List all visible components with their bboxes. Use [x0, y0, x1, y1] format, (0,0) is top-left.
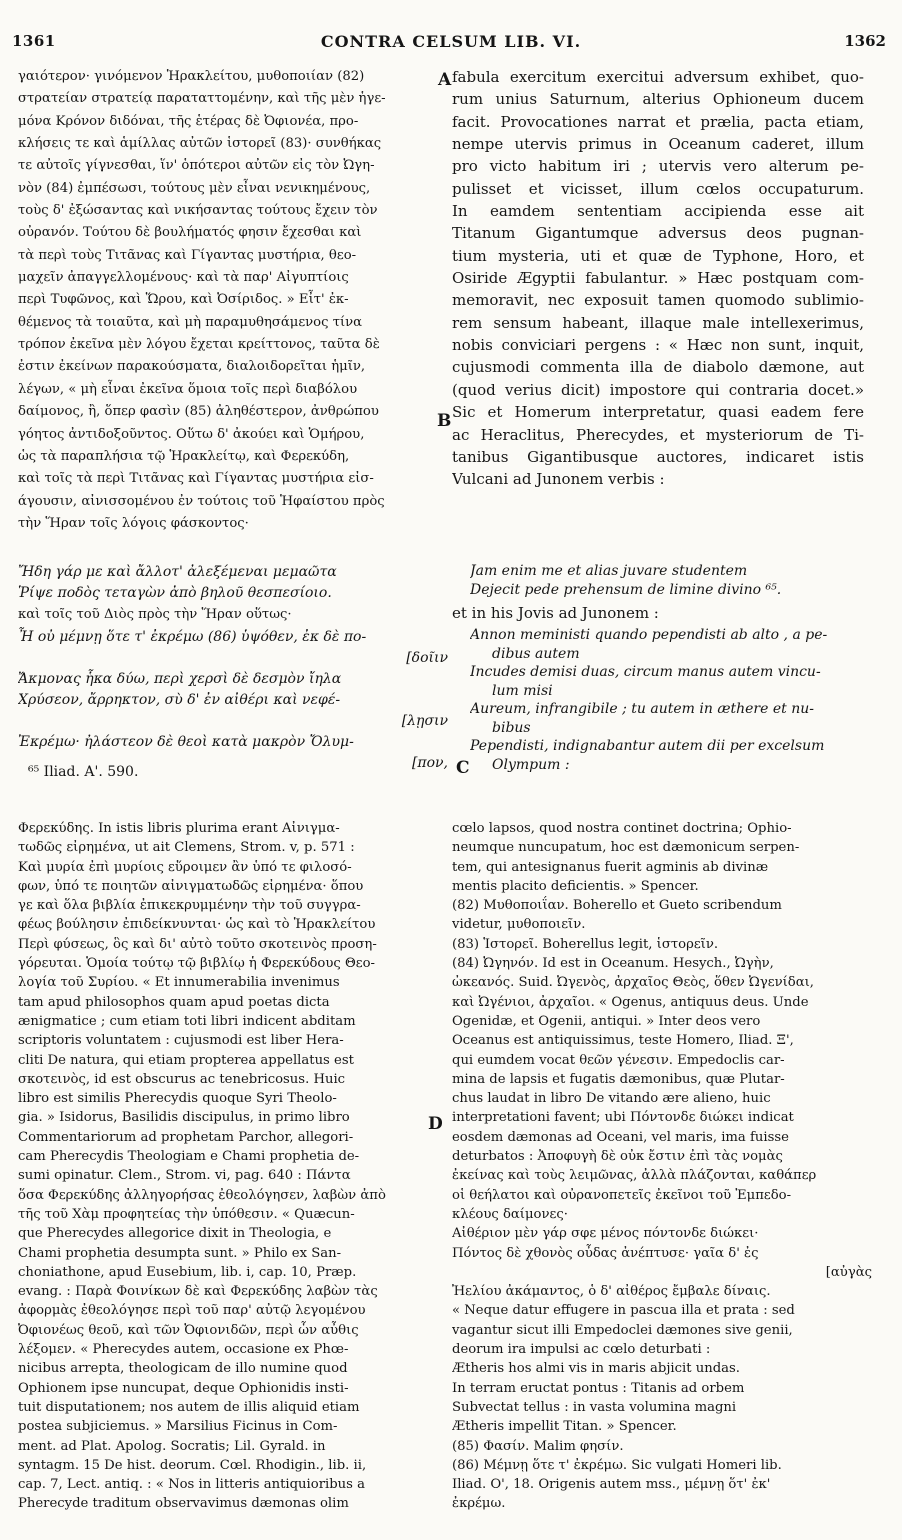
latin-verse-line: Pependisti, indignabantur autem dii per excelsum	[470, 738, 825, 754]
latin-verse-line: Aureum, infrangibile ; tu autem in æthere et nu-	[470, 701, 814, 717]
note-line: libro est similis Pherecydis quoque Syri Theolo-	[18, 1091, 337, 1107]
page-number-right: 1362	[844, 32, 886, 50]
note-line: Ætheris hos almi vis in maris abjicit undas.	[452, 1361, 741, 1377]
running-header	[10, 32, 892, 56]
latin-verse-block-2	[470, 626, 890, 774]
note-line: ὠκεανός. Suid. Ὠγενὸς, ἀρχαῖος Θεὸς, ὅθεν Ὠγενίδαι,	[452, 975, 814, 991]
note-line: cœlo lapsos, quod nostra continet doctrina; Ophio-	[452, 821, 792, 836]
greek-line: περὶ Τυφῶνος, καὶ Ὥρου, καὶ Ὀσίριδος. » Εἶτ' ἐκ-	[18, 292, 349, 308]
note-line: (83) Ἱστορεῖ. Boherellus legit, ἱστορεῖν.	[452, 936, 719, 952]
note-line: Subvectat tellus : in vasta volumina magni	[452, 1399, 737, 1415]
greek-line: ἐστιν ἐκείνων παρακούσματα, διαλοιδορεῖται ἡμῖν,	[18, 359, 366, 375]
latin-verse-line: Dejecit pede prehensum de limine divino ⁶⁵.	[470, 581, 782, 598]
greek-line: γαιότερον· γινόμενον Ἡρακλείτου, μυθοποιίαν (82)	[18, 69, 365, 84]
note-line: vagantur sicut illi Empedoclei dæmones sive genii,	[452, 1322, 793, 1338]
greek-text-column	[18, 66, 430, 535]
note-line: Pherecyde traditum observavimus dæmonas olim	[18, 1496, 349, 1512]
notes-left-column	[18, 819, 428, 1514]
latin-verse-line: dibus autem	[492, 645, 580, 662]
note-line: καὶ Ὠγένιοι, ἀρχαῖοι. « Ogenus, antiquus deus. Unde	[452, 994, 809, 1010]
latin-line: ac Heraclitus, Pherecydes, et mysteriorum de Ti-	[452, 425, 864, 444]
latin-line: memoravit, nec exposuit tamen quomodo sublimio-	[452, 291, 864, 310]
note-line: eosdem dæmonas ad Oceani, vel maris, ima fuisse	[452, 1129, 789, 1145]
greek-line: οὐρανόν. Τούτου δὲ βουλήματός φησιν ἔχεσθαι καὶ	[18, 225, 362, 241]
note-line: γε καὶ ὅλα βιβλία ἐπικεκρυμμένην τὴν τοῦ συγγρα-	[18, 898, 361, 914]
latin-line: nobis conviciari pergens : « Hæc non sunt, inquit,	[452, 336, 864, 355]
latin-line: (quod verius dicit) impostore qui contraria docet.»	[452, 380, 864, 399]
greek-line: τὰ περὶ τοὺς Τιτᾶνας καὶ Γίγαντας μυστήρια, θεο-	[18, 247, 357, 263]
notes-right-column	[452, 819, 872, 1514]
note-line: postea subjiciemus. » Marsilius Ficinus in Com-	[18, 1419, 338, 1435]
note-line: Ἠελίου ἀκάμαντος, ὁ δ' αἰθέρος ἔμβαλε δίναις.	[452, 1284, 771, 1300]
note-line: (86) Μέμνῃ ὅτε τ' ἐκρέμω. Sic vulgati Homeri lib.	[452, 1457, 782, 1473]
note-line: choniathone, apud Eusebium, lib. i, cap. 10, Præp.	[18, 1264, 357, 1280]
greek-verse-line: Ἄκμονας ἧκα δύω, περὶ χερσὶ δὲ δεσμὸν ἴηλα	[18, 671, 342, 687]
greek-line: τὴν Ἥραν τοῖς λόγοις φάσκοντος·	[18, 515, 249, 531]
greek-verse-block-2	[18, 627, 448, 774]
note-line: φέως βούλησιν ἐπιδείκνυνται· ὡς καὶ τὸ Ἡρακλείτου	[18, 917, 376, 933]
margin-marker-b: B	[437, 411, 452, 431]
note-line: Chami prophetia desumpta sunt. » Philo ex San-	[18, 1245, 342, 1261]
note-line: deturbatos : Ἀποφυγὴ δὲ οὐκ ἔστιν ἐπὶ τὰς νομὰς	[452, 1149, 783, 1165]
greek-line: καὶ τοῖς τὰ περὶ Τιτᾶνας καὶ Γίγαντας μυστήρια εἰσ-	[18, 471, 374, 487]
latin-line: Sic et Homerum interpretatur, quasi eadem fere	[452, 403, 864, 422]
note-line: nicibus arrepta, theologicam de illo numine quod	[18, 1361, 348, 1377]
greek-verse-line: Ἐκρέμω· ἠλάστεον δὲ θεοὶ κατὰ μακρὸν Ὄλυμ-	[18, 734, 354, 750]
latin-line: nempe utervis primus in Oceanum caderet, illum	[452, 135, 864, 154]
latin-line: pro victo habitum iri ; utervis vero alterum pe-	[452, 157, 864, 176]
note-line: syntagm. 15 De hist. deorum. Cœl. Rhodigin., lib. ii,	[18, 1457, 367, 1473]
margin-marker-a: A	[438, 70, 452, 90]
greek-line: μόνα Κρόνον διδόναι, τῆς ἑτέρας δὲ Ὀφιονέα, προ-	[18, 113, 359, 129]
note-line: Ὀφιονέως θεοῦ, καὶ τῶν Ὀφιονιδῶν, περὶ ὧν αὖθις	[18, 1322, 359, 1338]
greek-line: τε αὐτοῖς γίγνεσθαι, ἵν' ὁπότεροι αὐτῶν εἰς τὸν Ὠγη-	[18, 158, 375, 174]
note-line: Πόντος δὲ χθονὸς οὖδας ἀνέπτυσε· γαῖα δ' ἐς	[452, 1245, 759, 1261]
note-line: (84) Ὠγηνόν. Id est in Oceanum. Hesych., Ὠγὴν,	[452, 956, 774, 972]
note-line: ment. ad Plat. Apolog. Socratis; Lil. Gyrald. in	[18, 1438, 326, 1454]
note-line: cliti De natura, qui etiam propterea appellatus est	[18, 1052, 354, 1068]
note-line: mina de lapsis et fugatis dæmonibus, quæ Plutar-	[452, 1071, 785, 1087]
latin-verse-line: Olympum :	[492, 756, 570, 773]
page-number-left: 1361	[12, 32, 56, 50]
greek-line: γόητος ἀντιδοξοῦντος. Οὕτω δ' ἀκούει καὶ Ὁμήρου,	[18, 426, 365, 442]
latin-transition-line: et in his Jovis ad Junonem :	[452, 604, 659, 622]
note-line: ὅσα Φερεκύδης ἀλληγορήσας ἐθεολόγησεν, λαβὼν ἀπὸ	[18, 1187, 386, 1203]
note-line: (85) Φασίν. Malim φησίν.	[452, 1438, 624, 1454]
note-line: ἐκείνας καὶ τοὺς λειμῶνας, ἀλλὰ πλάζονται, καθάπερ	[452, 1168, 817, 1184]
latin-line: Titanum Gigantumque adversus deos pugnan-	[452, 224, 864, 243]
note-line: Commentariorum ad prophetam Parchor, allegori-	[18, 1129, 354, 1145]
note-line: Iliad. Ο', 18. Origenis autem mss., μέμνῃ ὅτ' ἐκ'	[452, 1477, 771, 1493]
greek-line: θέμενος τὰ τοιαῦτα, καὶ μὴ παραμυθησάμενος τίνα	[18, 314, 363, 330]
greek-line: τοὺς δ' ἐξώσαντας καὶ νικήσαντας τούτους ἔχειν τὸν	[18, 203, 378, 219]
latin-line: fabula exercitum exercitui adversum exhibet, quo-	[452, 68, 864, 86]
latin-line: facit. Provocationes narrat et prælia, pacta etiam,	[452, 112, 864, 131]
note-line: tuit disputationem; nos autem de illis aliquid etiam	[18, 1399, 360, 1415]
latin-line: tium mysteria, uti et quæ de Typhone, Horo, et	[452, 246, 864, 265]
note-line: [αὐγὰς	[825, 1264, 872, 1280]
note-line: « Neque datur effugere in pascua illa et prata : sed	[452, 1303, 795, 1319]
latin-verse-line: Annon meministi quando pependisti ab alto , a pe-	[470, 627, 828, 643]
greek-verse-block	[18, 562, 438, 604]
note-line: γόρευται. Ὁμοία τούτῳ τῷ βιβλίῳ ἡ Φερεκύδους Θεο-	[18, 956, 376, 972]
note-line: sumi opinatur. Clem., Strom. vi, pag. 640 : Πάντα	[18, 1168, 351, 1184]
note-line: cam Pherecydis Theologiam e Chami prophetia de-	[18, 1149, 360, 1165]
greek-verse-line: [λῃσιν	[401, 713, 448, 729]
greek-line: άγουσιν, αἰνισσομένου ἐν τούτοις τοῦ Ἡφαίστου πρὸς	[18, 493, 385, 509]
note-line: φων, ὑπό τε ποιητῶν αἰνιγματωδῶς εἰρημένα· ὅπου	[18, 878, 364, 894]
latin-line: rem sensum habeant, illaque male intellexerimus,	[452, 313, 864, 332]
note-line: tem, qui antesignanus fuerit agminis ab divinæ	[452, 859, 769, 875]
latin-line: rum unius Saturnum, alterius Ophioneum ducem	[452, 90, 864, 109]
greek-line: νὸν (84) ἐμπέσωσι, τούτους μὲν εἶναι νενικημένους,	[18, 180, 371, 196]
greek-line: στρατείαν στρατείᾳ παραταττομένην, καὶ τῆς μὲν ἡγε-	[18, 91, 386, 107]
note-line: κλέους δαίμονες·	[452, 1206, 568, 1222]
latin-line: cujusmodi commenta illa de diabolo dæmone, aut	[452, 358, 864, 377]
greek-line: μαχεῖν ἀπαγγελλομένους· καὶ τὰ παρ' Αἰγυπτίοις	[18, 270, 349, 286]
greek-verse-line: Ῥίψε ποδὸς τεταγὼν ἀπὸ βηλοῦ θεσπεσίοιο.	[18, 585, 332, 601]
latin-line: tanibus Gigantibusque auctores, indicaret istis	[452, 447, 864, 466]
latin-text-column	[452, 66, 864, 491]
greek-verse-line: Χρύσεον, ἄρρηκτον, σὺ δ' ἐν αἰθέρι καὶ νεφέ-	[18, 692, 341, 708]
latin-verse-block	[470, 562, 890, 599]
note-line: evang. : Παρὰ Φοινίκων δὲ καὶ Φερεκύδης λαβὼν τὰς	[18, 1284, 378, 1300]
greek-line: δαίμονος, ἢ, ὅπερ φασὶν (85) ἀληθέστερον, ἀνθρώπου	[18, 404, 379, 420]
latin-verse-line: Incudes demisi duas, circum manus autem vincu-	[470, 664, 821, 680]
note-line: (82) Μυθοποιΐαν. Boherello et Gueto scribendum	[452, 898, 782, 914]
margin-marker-c: C	[456, 758, 470, 778]
greek-verse-line: Ἦ οὐ μέμνῃ ὅτε τ' ἐκρέμω (86) ὑψόθεν, ἐκ δὲ πο-	[18, 629, 367, 645]
note-line: ænigmatice ; cum etiam toti libri indicent abditam	[18, 1013, 356, 1029]
note-line: tam apud philosophos quam apud poetas dicta	[18, 994, 330, 1010]
greek-verse-line: [δοῖιν	[406, 650, 448, 666]
greek-line: ὡς τὰ παραπλήσια τῷ Ἡρακλείτῳ, καὶ Φερεκύδη,	[18, 448, 350, 464]
margin-marker-d: D	[428, 1114, 443, 1134]
note-line: Αἰθέριον μὲν γάρ σφε μένος πόντονδε διώκει·	[452, 1226, 759, 1242]
greek-transition-line: καὶ τοῖς τοῦ Διὸς πρὸς τὴν Ἥραν οὕτως·	[18, 607, 292, 622]
running-title: CONTRA CELSUM LIB. VI.	[320, 32, 582, 51]
note-line: Φερεκύδης. In istis libris plurima erant Αἰνιγμα-	[18, 821, 340, 836]
latin-line: Osiride Ægyptii fabulantur. » Hæc postquam com-	[452, 269, 864, 288]
note-line: λέξομεν. « Pherecydes autem, occasione ex Phœ-	[18, 1342, 349, 1358]
note-line: Ogenidæ, et Ogenii, antiqui. » Inter deos vero	[452, 1013, 761, 1029]
note-line: τωδῶς εἰρημένα, ut ait Clemens, Strom. v, p. 571 :	[18, 840, 355, 856]
latin-line: Vulcani ad Junonem verbis :	[452, 470, 665, 489]
note-line: scriptoris voluntatem : cujusmodi est liber Hera-	[18, 1033, 344, 1049]
note-line: ἀφορμὰς ἐθεολόγησε περὶ τοῦ παρ' αὐτῷ λεγομένου	[18, 1303, 366, 1319]
note-line: λογία τοῦ Συρίου. « Et innumerabilia invenimus	[18, 975, 340, 991]
note-line: gia. » Isidorus, Basilidis discipulus, in primo libro	[18, 1110, 350, 1126]
note-line: Καὶ μυρία ἐπὶ μυρίοις εὕροιμεν ἂν ὑπό τε φιλοσό-	[18, 859, 352, 875]
note-line: cap. 7, Lect. antiq. : « Nos in litteris antiquioribus a	[18, 1477, 365, 1493]
note-line: Περὶ φύσεως, ὃς καὶ δι' αὐτὸ τοῦτο σκοτεινὸς προση-	[18, 936, 377, 952]
note-line: deorum ira impulsi ac cœlo deturbati :	[452, 1342, 711, 1358]
note-line: Ophionem ipse nuncupat, deque Ophionidis insti-	[18, 1380, 349, 1396]
note-line: τῆς τοῦ Χὰμ προφητείας τὴν ὑπόθεσιν. « Quæcun-	[18, 1206, 355, 1222]
note-line: chus laudat in libro De vitando ære alieno, huic	[452, 1091, 771, 1107]
note-line: Oceanus est antiquissimus, teste Homero, Iliad. Ξ',	[452, 1033, 794, 1049]
note-line: videtur, μυθοποιεῖν.	[452, 917, 586, 933]
greek-verse-line: Ἤδη γάρ με καὶ ἄλλοτ' ἀλεξέμεναι μεμαῶτα	[18, 564, 337, 580]
latin-verse-line: Jam enim me et alias juvare studentem	[470, 563, 748, 579]
latin-line: pulisset et vicisset, illum cœlos occupaturum.	[452, 179, 864, 198]
note-line: neumque nuncupatum, hoc est dæmonicum serpen-	[452, 840, 800, 856]
greek-line: κλήσεις τε καὶ ἁμίλλας αὐτῶν ἱστορεῖ (83)· συνθήκας	[18, 136, 382, 152]
note-line: In terram eructat pontus : Titanis ad orbem	[452, 1380, 745, 1396]
greek-line: λέγων, « μὴ εἶναι ἐκεῖνα ὅμοια τοῖς περὶ διαβόλου	[18, 381, 358, 397]
note-line: mentis placito deficientis. » Spencer.	[452, 878, 699, 894]
note-line: ἐκρέμω.	[452, 1496, 506, 1512]
note-line: qui eumdem vocat θεῶν γένεσιν. Empedoclis car-	[452, 1052, 785, 1068]
footnote-65: ⁶⁵ Iliad. Α'. 590.	[28, 764, 139, 780]
latin-verse-line: lum misi	[492, 682, 553, 699]
latin-line: In eamdem sententiam accipienda esse ait	[452, 202, 864, 221]
note-line: οἱ θεήλατοι καὶ οὐρανοπετεῖς ἐκεῖνοι τοῦ Ἐμπεδο-	[452, 1187, 792, 1203]
latin-verse-line: bibus	[492, 719, 531, 736]
greek-line: τρόπον ἐκεῖνα μὲν λόγου ἔχεται κρείττονος, ταῦτα δὲ	[18, 337, 380, 353]
note-line: Ætheris impellit Titan. » Spencer.	[452, 1419, 677, 1435]
greek-verse-line: [πον,	[411, 755, 448, 771]
note-line: interpretationi favent; ubi Πόντονδε διώκει indicat	[452, 1110, 794, 1126]
note-line: σκοτεινὸς, id est obscurus ac tenebricosus. Huic	[18, 1071, 346, 1087]
note-line: que Pherecydes allegorice dixit in Theologia, e	[18, 1226, 332, 1242]
